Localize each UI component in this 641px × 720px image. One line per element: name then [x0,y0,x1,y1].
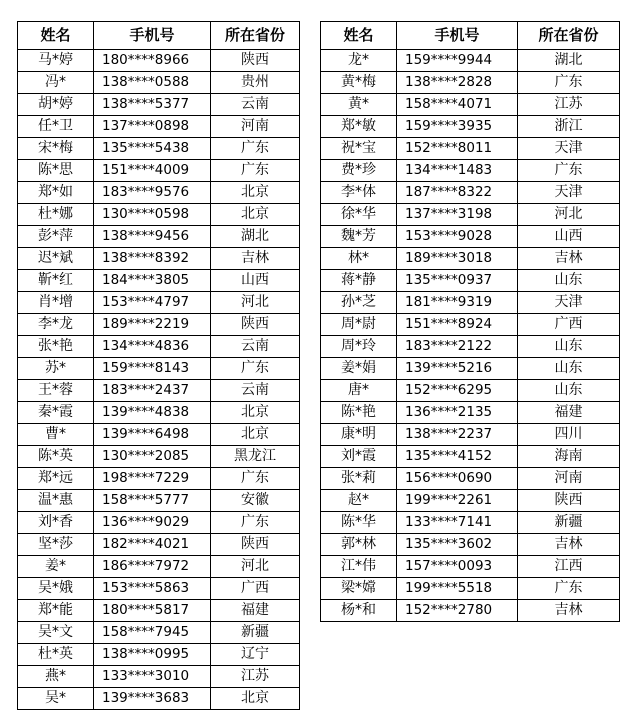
name-cell: 陈*华 [321,512,397,534]
province-cell: 河南 [518,468,620,490]
province-cell: 山东 [518,270,620,292]
province-cell: 北京 [211,182,300,204]
table-row [18,116,300,138]
name-cell: 郭*林 [321,534,397,556]
province-cell: 河北 [211,556,300,578]
phone-cell: 130****0598 [94,204,211,226]
province-header: 所在省份 [211,22,300,50]
province-cell: 福建 [518,402,620,424]
province-cell: 江苏 [518,94,620,116]
name-cell: 陈*思 [18,160,94,182]
table-row [18,424,300,446]
table-row [18,314,300,336]
name-cell: 林* [321,248,397,270]
phone-cell: 139****3683 [94,688,211,710]
province-cell: 陕西 [211,534,300,556]
province-cell: 河北 [518,204,620,226]
phone-cell: 183****9576 [94,182,211,204]
phone-cell: 198****7229 [94,468,211,490]
province-cell: 河南 [211,116,300,138]
name-cell: 蒋*静 [321,270,397,292]
phone-cell: 183****2437 [94,380,211,402]
province-cell: 广东 [211,512,300,534]
phone-cell: 187****8322 [397,182,518,204]
province-cell: 陕西 [211,314,300,336]
phone-cell: 151****4009 [94,160,211,182]
phone-cell: 189****3018 [397,248,518,270]
name-cell: 祝*宝 [321,138,397,160]
name-cell: 黄*梅 [321,72,397,94]
province-cell: 江西 [518,556,620,578]
left-contact-table [17,21,300,710]
province-cell: 广东 [518,578,620,600]
phone-cell: 199****2261 [397,490,518,512]
table-row [18,336,300,358]
name-cell: 马*婷 [18,50,94,72]
province-cell: 辽宁 [211,644,300,666]
table-row [18,160,300,182]
name-cell: 郑*如 [18,182,94,204]
name-cell: 温*惠 [18,490,94,512]
phone-cell: 138****8392 [94,248,211,270]
name-header: 姓名 [321,22,397,50]
phone-cell: 189****2219 [94,314,211,336]
table-row [321,160,620,182]
table-row [18,446,300,468]
name-cell: 周*尉 [321,314,397,336]
name-cell: 康*明 [321,424,397,446]
name-cell: 靳*红 [18,270,94,292]
table-row [18,556,300,578]
table-row [321,468,620,490]
province-cell: 天津 [518,138,620,160]
name-cell: 吴*文 [18,622,94,644]
phone-cell: 153****5863 [94,578,211,600]
phone-cell: 156****0690 [397,468,518,490]
province-header: 所在省份 [518,22,620,50]
province-cell: 广东 [518,160,620,182]
phone-cell: 152****2780 [397,600,518,622]
table-row [321,72,620,94]
name-cell: 魏*芳 [321,226,397,248]
phone-cell: 199****5518 [397,578,518,600]
phone-cell: 133****3010 [94,666,211,688]
name-cell: 黄* [321,94,397,116]
name-cell: 肖*增 [18,292,94,314]
province-cell: 陕西 [211,50,300,72]
name-cell: 徐*华 [321,204,397,226]
phone-cell: 139****5216 [397,358,518,380]
phone-cell: 137****0898 [94,116,211,138]
province-cell: 云南 [211,94,300,116]
province-cell: 山东 [518,358,620,380]
province-cell: 山西 [211,270,300,292]
name-cell: 曹* [18,424,94,446]
name-cell: 彭*萍 [18,226,94,248]
table-row [321,358,620,380]
phone-cell: 180****8966 [94,50,211,72]
name-cell: 冯* [18,72,94,94]
province-cell: 新疆 [518,512,620,534]
phone-cell: 139****4838 [94,402,211,424]
name-cell: 苏* [18,358,94,380]
table-row [18,94,300,116]
name-cell: 任*卫 [18,116,94,138]
table-row [18,358,300,380]
province-cell: 广西 [518,314,620,336]
table-row [18,248,300,270]
table-row [321,402,620,424]
province-cell: 湖北 [518,50,620,72]
name-cell: 胡*婷 [18,94,94,116]
name-cell: 姜*娟 [321,358,397,380]
province-cell: 黑龙江 [211,446,300,468]
phone-cell: 180****5817 [94,600,211,622]
name-cell: 陈*艳 [321,402,397,424]
phone-cell: 134****1483 [397,160,518,182]
table-row [18,72,300,94]
province-cell: 海南 [518,446,620,468]
table-row [18,226,300,248]
table-row [321,534,620,556]
phone-cell: 181****9319 [397,292,518,314]
name-cell: 梁*嫦 [321,578,397,600]
province-cell: 福建 [211,600,300,622]
province-cell: 广东 [518,72,620,94]
name-cell: 张*莉 [321,468,397,490]
phone-cell: 138****0588 [94,72,211,94]
table-row [18,50,300,72]
table-row [18,578,300,600]
province-cell: 吉林 [518,600,620,622]
table-row [321,380,620,402]
table-row [321,424,620,446]
name-cell: 秦*霞 [18,402,94,424]
phone-cell: 159****9944 [397,50,518,72]
phone-cell: 153****4797 [94,292,211,314]
province-cell: 北京 [211,688,300,710]
province-cell: 云南 [211,336,300,358]
province-cell: 浙江 [518,116,620,138]
province-cell: 山东 [518,380,620,402]
phone-cell: 153****9028 [397,226,518,248]
phone-cell: 152****6295 [397,380,518,402]
phone-cell: 138****5377 [94,94,211,116]
name-cell: 郑*敏 [321,116,397,138]
province-cell: 北京 [211,402,300,424]
table-row [321,204,620,226]
table-row [321,314,620,336]
phone-cell: 135****0937 [397,270,518,292]
table-row [321,578,620,600]
table-row [321,490,620,512]
phone-cell: 138****2828 [397,72,518,94]
table-row [18,622,300,644]
table-row [18,512,300,534]
table-row [321,116,620,138]
phone-cell: 158****5777 [94,490,211,512]
province-cell: 广东 [211,138,300,160]
name-cell: 王*蓉 [18,380,94,402]
table-row [321,292,620,314]
phone-cell: 137****3198 [397,204,518,226]
phone-cell: 157****0093 [397,556,518,578]
phone-cell: 133****7141 [397,512,518,534]
phone-cell: 135****5438 [94,138,211,160]
province-cell: 陕西 [518,490,620,512]
name-cell: 龙* [321,50,397,72]
province-cell: 北京 [211,424,300,446]
phone-cell: 134****4836 [94,336,211,358]
name-cell: 吴* [18,688,94,710]
province-cell: 天津 [518,292,620,314]
province-cell: 云南 [211,380,300,402]
phone-cell: 135****3602 [397,534,518,556]
province-cell: 吉林 [211,248,300,270]
name-cell: 郑*远 [18,468,94,490]
table-row [321,50,620,72]
province-cell: 贵州 [211,72,300,94]
name-cell: 姜* [18,556,94,578]
name-cell: 唐* [321,380,397,402]
province-cell: 安徽 [211,490,300,512]
province-cell: 四川 [518,424,620,446]
name-cell: 杜*英 [18,644,94,666]
province-cell: 湖北 [211,226,300,248]
table-row [321,512,620,534]
table-row [18,666,300,688]
phone-cell: 158****7945 [94,622,211,644]
table-row [321,138,620,160]
table-row [18,600,300,622]
table-row [321,446,620,468]
name-cell: 周*玲 [321,336,397,358]
phone-header: 手机号 [397,22,518,50]
province-cell: 天津 [518,182,620,204]
table-row [321,182,620,204]
name-cell: 李*体 [321,182,397,204]
phone-cell: 186****7972 [94,556,211,578]
table-row [18,292,300,314]
table-row [18,534,300,556]
name-cell: 迟*斌 [18,248,94,270]
phone-cell: 138****2237 [397,424,518,446]
name-cell: 张*艳 [18,336,94,358]
province-cell: 河北 [211,292,300,314]
province-cell: 新疆 [211,622,300,644]
phone-cell: 159****3935 [397,116,518,138]
right-contact-table [320,21,620,622]
table-row [18,182,300,204]
province-cell: 吉林 [518,534,620,556]
province-cell: 广东 [211,160,300,182]
phone-cell: 135****4152 [397,446,518,468]
phone-cell: 158****4071 [397,94,518,116]
province-cell: 山东 [518,336,620,358]
name-cell: 杨*和 [321,600,397,622]
province-cell: 北京 [211,204,300,226]
header-row [321,22,620,50]
table-row [18,204,300,226]
phone-cell: 136****9029 [94,512,211,534]
phone-cell: 130****2085 [94,446,211,468]
phone-cell: 184****3805 [94,270,211,292]
name-cell: 宋*梅 [18,138,94,160]
header-row [18,22,300,50]
phone-header: 手机号 [94,22,211,50]
table-row [321,226,620,248]
province-cell: 吉林 [518,248,620,270]
phone-cell: 152****8011 [397,138,518,160]
phone-cell: 182****4021 [94,534,211,556]
name-cell: 刘*香 [18,512,94,534]
table-row [321,94,620,116]
phone-cell: 136****2135 [397,402,518,424]
name-cell: 李*龙 [18,314,94,336]
table-row [18,402,300,424]
phone-cell: 138****0995 [94,644,211,666]
phone-cell: 138****9456 [94,226,211,248]
left-table-body [18,50,300,710]
province-cell: 江苏 [211,666,300,688]
table-row [18,490,300,512]
name-cell: 吴*娥 [18,578,94,600]
table-row [18,270,300,292]
table-row [18,688,300,710]
province-cell: 广东 [211,358,300,380]
name-header: 姓名 [18,22,94,50]
phone-cell: 151****8924 [397,314,518,336]
table-row [18,138,300,160]
province-cell: 广东 [211,468,300,490]
name-cell: 赵* [321,490,397,512]
table-row [321,248,620,270]
name-cell: 坚*莎 [18,534,94,556]
phone-cell: 183****2122 [397,336,518,358]
table-row [18,380,300,402]
table-row [321,270,620,292]
name-cell: 费*珍 [321,160,397,182]
name-cell: 郑*能 [18,600,94,622]
phone-cell: 159****8143 [94,358,211,380]
table-row [321,600,620,622]
table-row [321,556,620,578]
name-cell: 燕* [18,666,94,688]
phone-cell: 139****6498 [94,424,211,446]
right-table-body [321,50,620,622]
name-cell: 江*伟 [321,556,397,578]
name-cell: 陈*英 [18,446,94,468]
province-cell: 广西 [211,578,300,600]
name-cell: 孙*芝 [321,292,397,314]
name-cell: 刘*霞 [321,446,397,468]
table-row [18,644,300,666]
name-cell: 杜*娜 [18,204,94,226]
table-row [321,336,620,358]
table-row [18,468,300,490]
province-cell: 山西 [518,226,620,248]
